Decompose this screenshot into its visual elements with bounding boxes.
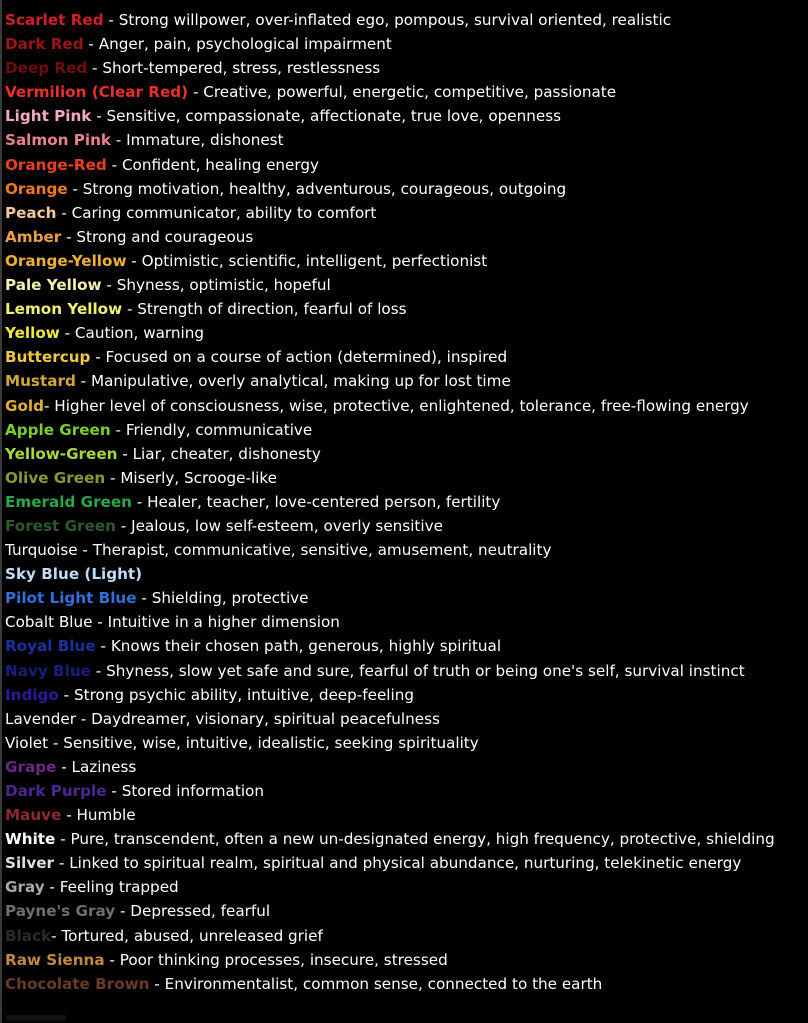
- color-entry: [5, 514, 808, 538]
- footer-mark: [6, 1015, 66, 1021]
- color-name: Amber: [5, 227, 62, 246]
- color-meaning: Linked to spiritual realm, spiritual and physical abundance, nurturing, telekinetic energy: [69, 854, 742, 873]
- separator: -: [90, 661, 107, 680]
- separator: -: [122, 300, 138, 319]
- separator: -: [61, 806, 77, 825]
- separator: -: [131, 492, 148, 511]
- separator: -: [43, 396, 55, 415]
- color-meaning: Knows their chosen path, generous, highly spiritual: [110, 637, 502, 656]
- color-name: Apple Green: [5, 420, 111, 439]
- color-entry: [5, 442, 808, 466]
- color-name: Gray: [5, 878, 45, 897]
- color-meaning: Strong and courageous: [76, 227, 254, 246]
- color-name: Yellow-Green: [5, 444, 118, 463]
- color-entry: [5, 779, 808, 803]
- color-name: Royal Blue: [5, 637, 96, 656]
- color-meaning: Strong willpower, over-inflated ego, pompous, survival oriented, realistic: [118, 11, 672, 29]
- color-meaning: Intuitive in a higher dimension: [107, 613, 340, 632]
- color-name: Peach: [5, 203, 57, 222]
- color-name: Payne's Gray: [5, 902, 116, 921]
- separator: -: [117, 444, 133, 463]
- color-name: Black: [5, 926, 52, 945]
- color-name: Silver: [5, 854, 55, 873]
- color-entry: [5, 851, 808, 875]
- color-name: Grape: [5, 757, 57, 776]
- color-name: Turquoise: [5, 541, 78, 560]
- color-entry: [5, 924, 808, 948]
- color-meaning: Shielding, protective: [151, 589, 309, 608]
- separator: -: [56, 757, 72, 776]
- separator: -: [111, 131, 127, 150]
- color-name: Indigo: [5, 685, 59, 704]
- color-meaning: Liar, cheater, dishonesty: [132, 444, 321, 463]
- color-meaning: Strong motivation, healthy, adventurous, courageous, outgoing: [82, 179, 567, 198]
- color-name: Dark Red: [5, 35, 84, 54]
- color-entry: [5, 369, 808, 393]
- separator: -: [56, 203, 72, 222]
- color-name: Lavender: [5, 709, 76, 728]
- color-name: Orange-Red: [5, 155, 107, 174]
- color-entry: [5, 827, 808, 851]
- color-meaning: Strength of direction, fearful of loss: [137, 300, 407, 319]
- color-name: Lemon Yellow: [5, 300, 123, 319]
- separator: -: [115, 516, 132, 535]
- color-name: Pale Yellow: [5, 276, 102, 295]
- separator: -: [91, 107, 107, 126]
- color-meaning: Therapist, communicative, sensitive, amusement, neutrality: [92, 541, 552, 560]
- color-entry: [5, 128, 808, 152]
- color-name: Orange-Yellow: [5, 251, 127, 270]
- color-entry: [5, 32, 808, 56]
- color-meaning: Feeling trapped: [59, 878, 179, 897]
- color-meaning: Creative, powerful, energetic, competitive, passionate: [203, 83, 617, 102]
- color-name: Pilot Light Blue: [5, 589, 137, 608]
- color-name: Forest Green: [5, 516, 116, 535]
- separator: -: [104, 950, 120, 969]
- color-name: Buttercup: [5, 348, 91, 367]
- color-name: Scarlet Red: [5, 11, 104, 29]
- color-meaning: Friendly, communicative: [125, 420, 313, 439]
- color-meaning: Caution, warning: [74, 324, 205, 343]
- color-entry: [5, 466, 808, 490]
- color-entry: [5, 8, 808, 32]
- color-meaning: Environmentalist, common sense, connected to the earth: [164, 974, 603, 993]
- color-name: Sky Blue (Light): [5, 565, 143, 584]
- color-name: Light Pink: [5, 107, 92, 126]
- separator: -: [106, 782, 122, 800]
- color-entry: [5, 707, 808, 731]
- color-entry: [5, 731, 808, 755]
- color-meaning: Strong psychic ability, intuitive, deep-feeling: [74, 685, 415, 704]
- separator: -: [59, 324, 75, 343]
- color-entry: [5, 683, 808, 707]
- color-meaning: Poor thinking processes, insecure, stressed: [119, 950, 448, 969]
- color-name: Chocolate Brown: [5, 974, 150, 993]
- separator: -: [51, 926, 62, 945]
- color-meaning: Daydreamer, visionary, spiritual peacefulness: [91, 709, 440, 728]
- color-entry: [5, 490, 808, 514]
- color-meaning: Depressed, fearful: [130, 902, 271, 921]
- color-name: Deep Red: [5, 59, 88, 78]
- color-entry: [5, 225, 808, 249]
- color-entry: [5, 755, 808, 779]
- color-entry: [5, 201, 808, 225]
- color-meaning: Laziness: [71, 757, 137, 776]
- color-name: Yellow: [5, 324, 60, 343]
- separator: -: [83, 35, 99, 54]
- color-name: Cobalt Blue: [5, 613, 93, 632]
- color-meaning: Shyness, slow yet safe and sure, fearful of truth or being one's self, survival instinct: [106, 661, 745, 680]
- separator: -: [58, 685, 74, 704]
- color-meaning: Immature, dishonest: [126, 131, 284, 150]
- color-entry: [5, 104, 808, 128]
- separator: -: [87, 59, 103, 78]
- color-entry: [5, 418, 808, 442]
- color-entry: [5, 948, 808, 972]
- color-entry: [5, 634, 808, 658]
- separator: -: [55, 830, 71, 849]
- color-name: Salmon Pink: [5, 131, 112, 150]
- color-name: Gold: [5, 396, 44, 415]
- separator: -: [75, 372, 91, 391]
- color-entry: [5, 80, 808, 104]
- separator: -: [61, 227, 77, 246]
- color-meaning: Sensitive, compassionate, affectionate, true love, openness: [106, 107, 562, 126]
- color-entry: [5, 153, 808, 177]
- color-meaning: Optimistic, scientific, intelligent, perfectionist: [141, 251, 488, 270]
- separator: -: [115, 902, 131, 921]
- separator: -: [92, 613, 108, 632]
- color-entry: [5, 972, 808, 996]
- color-name: Raw Sienna: [5, 950, 105, 969]
- color-meaning: Confident, healing energy: [121, 155, 319, 174]
- color-meaning: Humble: [76, 806, 136, 825]
- separator: -: [75, 709, 92, 728]
- separator: -: [149, 974, 165, 993]
- color-meaning-list: [5, 8, 808, 996]
- separator: -: [77, 541, 93, 560]
- color-name: Mauve: [5, 806, 62, 825]
- color-entry: [5, 297, 808, 321]
- color-name: Dark Purple: [5, 782, 107, 800]
- separator: -: [136, 589, 152, 608]
- color-meaning: Higher level of consciousness, wise, protective, enlightened, tolerance, free-flowing energy: [54, 396, 749, 415]
- color-meaning: Tortured, abused, unreleased grief: [61, 926, 323, 945]
- color-entry: [5, 345, 808, 369]
- color-name: Orange: [5, 179, 68, 198]
- color-entry: [5, 273, 808, 297]
- color-name: Emerald Green: [5, 492, 132, 511]
- color-meaning: Miserly, Scrooge-like: [120, 468, 278, 487]
- color-meaning: Healer, teacher, love-centered person, fertility: [147, 492, 501, 511]
- separator: -: [103, 11, 119, 29]
- color-meaning: Caring communicator, ability to comfort: [71, 203, 377, 222]
- color-entry: [5, 803, 808, 827]
- color-meaning: Manipulative, overly analytical, making up for lost time: [90, 372, 511, 391]
- color-name: Mustard: [5, 372, 76, 391]
- color-name: Violet: [5, 733, 49, 752]
- separator: -: [106, 155, 122, 174]
- separator: -: [110, 420, 126, 439]
- separator: -: [54, 854, 70, 873]
- separator: -: [188, 83, 204, 102]
- color-entry: [5, 394, 808, 418]
- color-meaning: Focused on a course of action (determined), inspired: [105, 348, 508, 367]
- separator: -: [67, 179, 83, 198]
- color-entry: [5, 659, 808, 683]
- color-entry: [5, 610, 808, 634]
- separator: -: [105, 468, 121, 487]
- color-name: White: [5, 830, 56, 849]
- separator: -: [90, 348, 106, 367]
- color-meaning: Anger, pain, psychological impairment: [98, 35, 392, 54]
- color-meaning: Short-tempered, stress, restlessness: [102, 59, 381, 78]
- color-entry: [5, 899, 808, 923]
- color-entry: [5, 538, 808, 562]
- separator: -: [95, 637, 111, 656]
- color-name: Vermilion (Clear Red): [5, 83, 189, 102]
- color-meaning: Shyness, optimistic, hopeful: [116, 276, 331, 295]
- separator: -: [101, 276, 117, 295]
- color-meaning: Jealous, low self-esteem, overly sensitive: [131, 516, 443, 535]
- color-entry: [5, 56, 808, 80]
- color-entry: [5, 562, 808, 586]
- color-name: Olive Green: [5, 468, 106, 487]
- separator: -: [44, 878, 60, 897]
- color-entry: [5, 586, 808, 610]
- color-meaning: Pure, transcendent, often a new un-designated energy, high frequency, protective, shielding: [70, 830, 775, 849]
- color-entry: [5, 177, 808, 201]
- color-meaning: Stored information: [121, 782, 264, 800]
- color-entry: [5, 875, 808, 899]
- color-entry: [5, 321, 808, 345]
- color-meaning: Sensitive, wise, intuitive, idealistic, seeking spirituality: [63, 733, 479, 752]
- separator: -: [48, 733, 64, 752]
- color-entry: [5, 249, 808, 273]
- separator: -: [126, 251, 142, 270]
- color-name: Navy Blue: [5, 661, 91, 680]
